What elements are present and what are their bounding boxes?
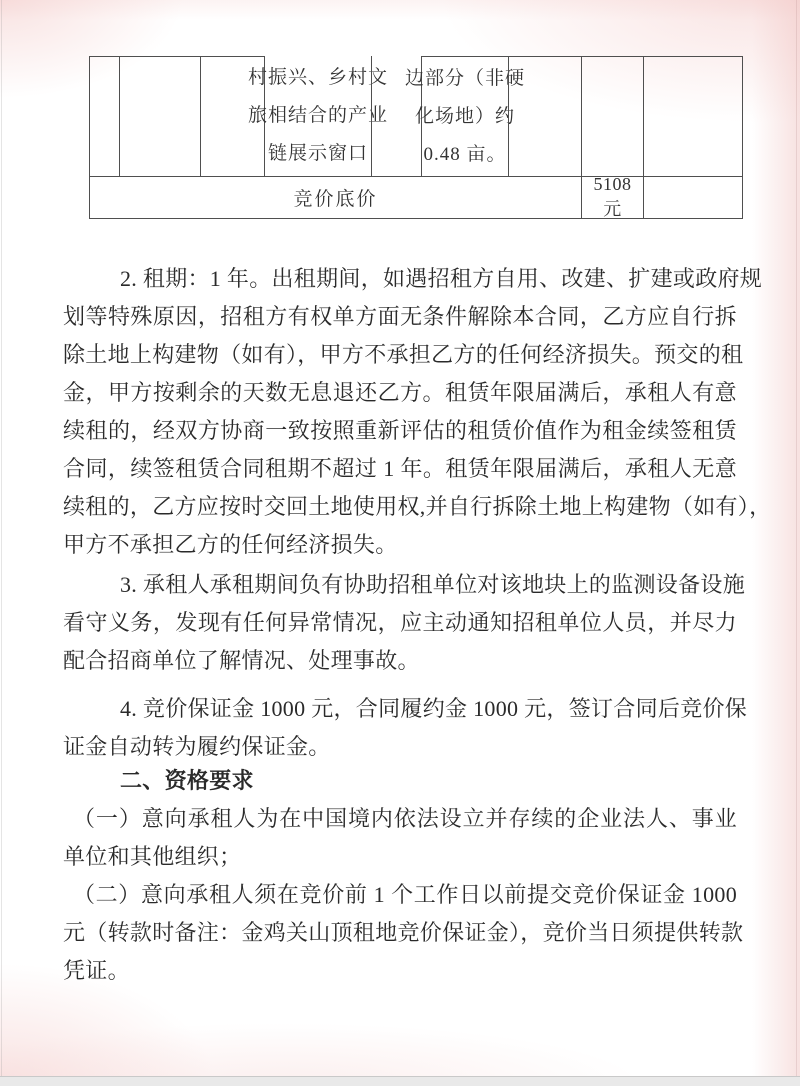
clause-2-rent-term <box>63 260 772 564</box>
text-line: 化场地）约 <box>415 105 516 127</box>
empty-cell <box>643 176 743 219</box>
text-line: （二）意向承租人须在竞价前 1 个工作日以前提交竞价保证金 1000 <box>73 882 737 907</box>
text-line: 链展示窗口 <box>267 143 368 164</box>
empty-cell <box>119 56 200 176</box>
text-line: 元（转款时备注：金鸡关山顶租地竞价保证金），竞价当日须提供转款 <box>63 920 744 945</box>
clause-3-guard-duty <box>63 566 746 680</box>
floor-price-value-cell <box>581 176 643 219</box>
section-title: 二、资格要求 <box>120 768 254 793</box>
text-line: 除土地上构建物（如有），甲方不承担乙方的任何经济损失。预交的租 <box>63 342 744 367</box>
text-line: 金，甲方按剩余的天数无息退还乙方。租赁年限届满后，承租人有意 <box>63 380 737 405</box>
text-line: 配合招商单位了解情况、处理事故。 <box>63 648 420 673</box>
text-line: （一）意向承租人为在中国境内依法设立并存续的企业法人、事业 <box>73 806 737 831</box>
text-line: 合同，续签租赁合同租期不超过 1 年。租赁年限届满后，承租人无意 <box>63 456 737 481</box>
cell-land-area <box>405 56 526 176</box>
qualification-item-1 <box>63 800 737 876</box>
text-line: 续租的，乙方应按时交回土地使用权,并自行拆除土地上构建物（如有）， <box>63 494 772 519</box>
text-line: 0.48 亩。 <box>423 143 507 165</box>
text-line: 单位和其他组织； <box>63 844 242 869</box>
empty-cell <box>581 56 643 176</box>
cell-industry-window <box>248 56 389 176</box>
text-line: 村振兴、乡村文 <box>248 67 389 88</box>
scan-edge-bottom <box>0 1076 800 1086</box>
text-line: 边部分（非硬 <box>405 67 526 89</box>
scan-edge-right <box>796 0 797 1077</box>
scan-edge-left <box>1 0 2 1077</box>
empty-cell <box>508 56 581 176</box>
text-line: 划等特殊原因，招租方有权单方面无条件解除本合同，乙方应自行拆 <box>63 304 737 329</box>
text-line: 旅相结合的产业 <box>248 105 389 126</box>
floor-price-label-cell <box>89 176 581 219</box>
contract-table <box>89 56 743 219</box>
empty-cell <box>89 56 119 176</box>
text-line: 续租的，经双方协商一致按照重新评估的租赁价值作为租金续签租赁 <box>63 418 737 443</box>
text-line: 凭证。 <box>63 958 130 983</box>
text-line: 看守义务，发现有任何异常情况，应主动通知招租单位人员，并尽力 <box>63 610 737 635</box>
floor-price-label: 竞价底价 <box>293 189 378 210</box>
floor-price-value: 5108 元 <box>593 174 632 219</box>
text-line: 2. 租期：1 年。出租期间，如遇招租方自用、改建、扩建或政府规 <box>120 266 763 291</box>
empty-cell <box>643 56 743 176</box>
qualification-item-2 <box>63 876 744 990</box>
text-line: 3. 承租人承租期间负有协助招租单位对该地块上的监测设备设施 <box>120 572 746 597</box>
text-line: 4. 竞价保证金 1000 元，合同履约金 1000 元，签订合同后竞价保 <box>120 696 748 721</box>
text-line: 甲方不承担乙方的任何经济损失。 <box>63 532 398 557</box>
clause-4-deposit <box>63 690 748 766</box>
section-heading-qualifications <box>63 762 737 800</box>
text-line: 证金自动转为履约保证金。 <box>63 734 331 759</box>
document-body <box>63 260 772 990</box>
